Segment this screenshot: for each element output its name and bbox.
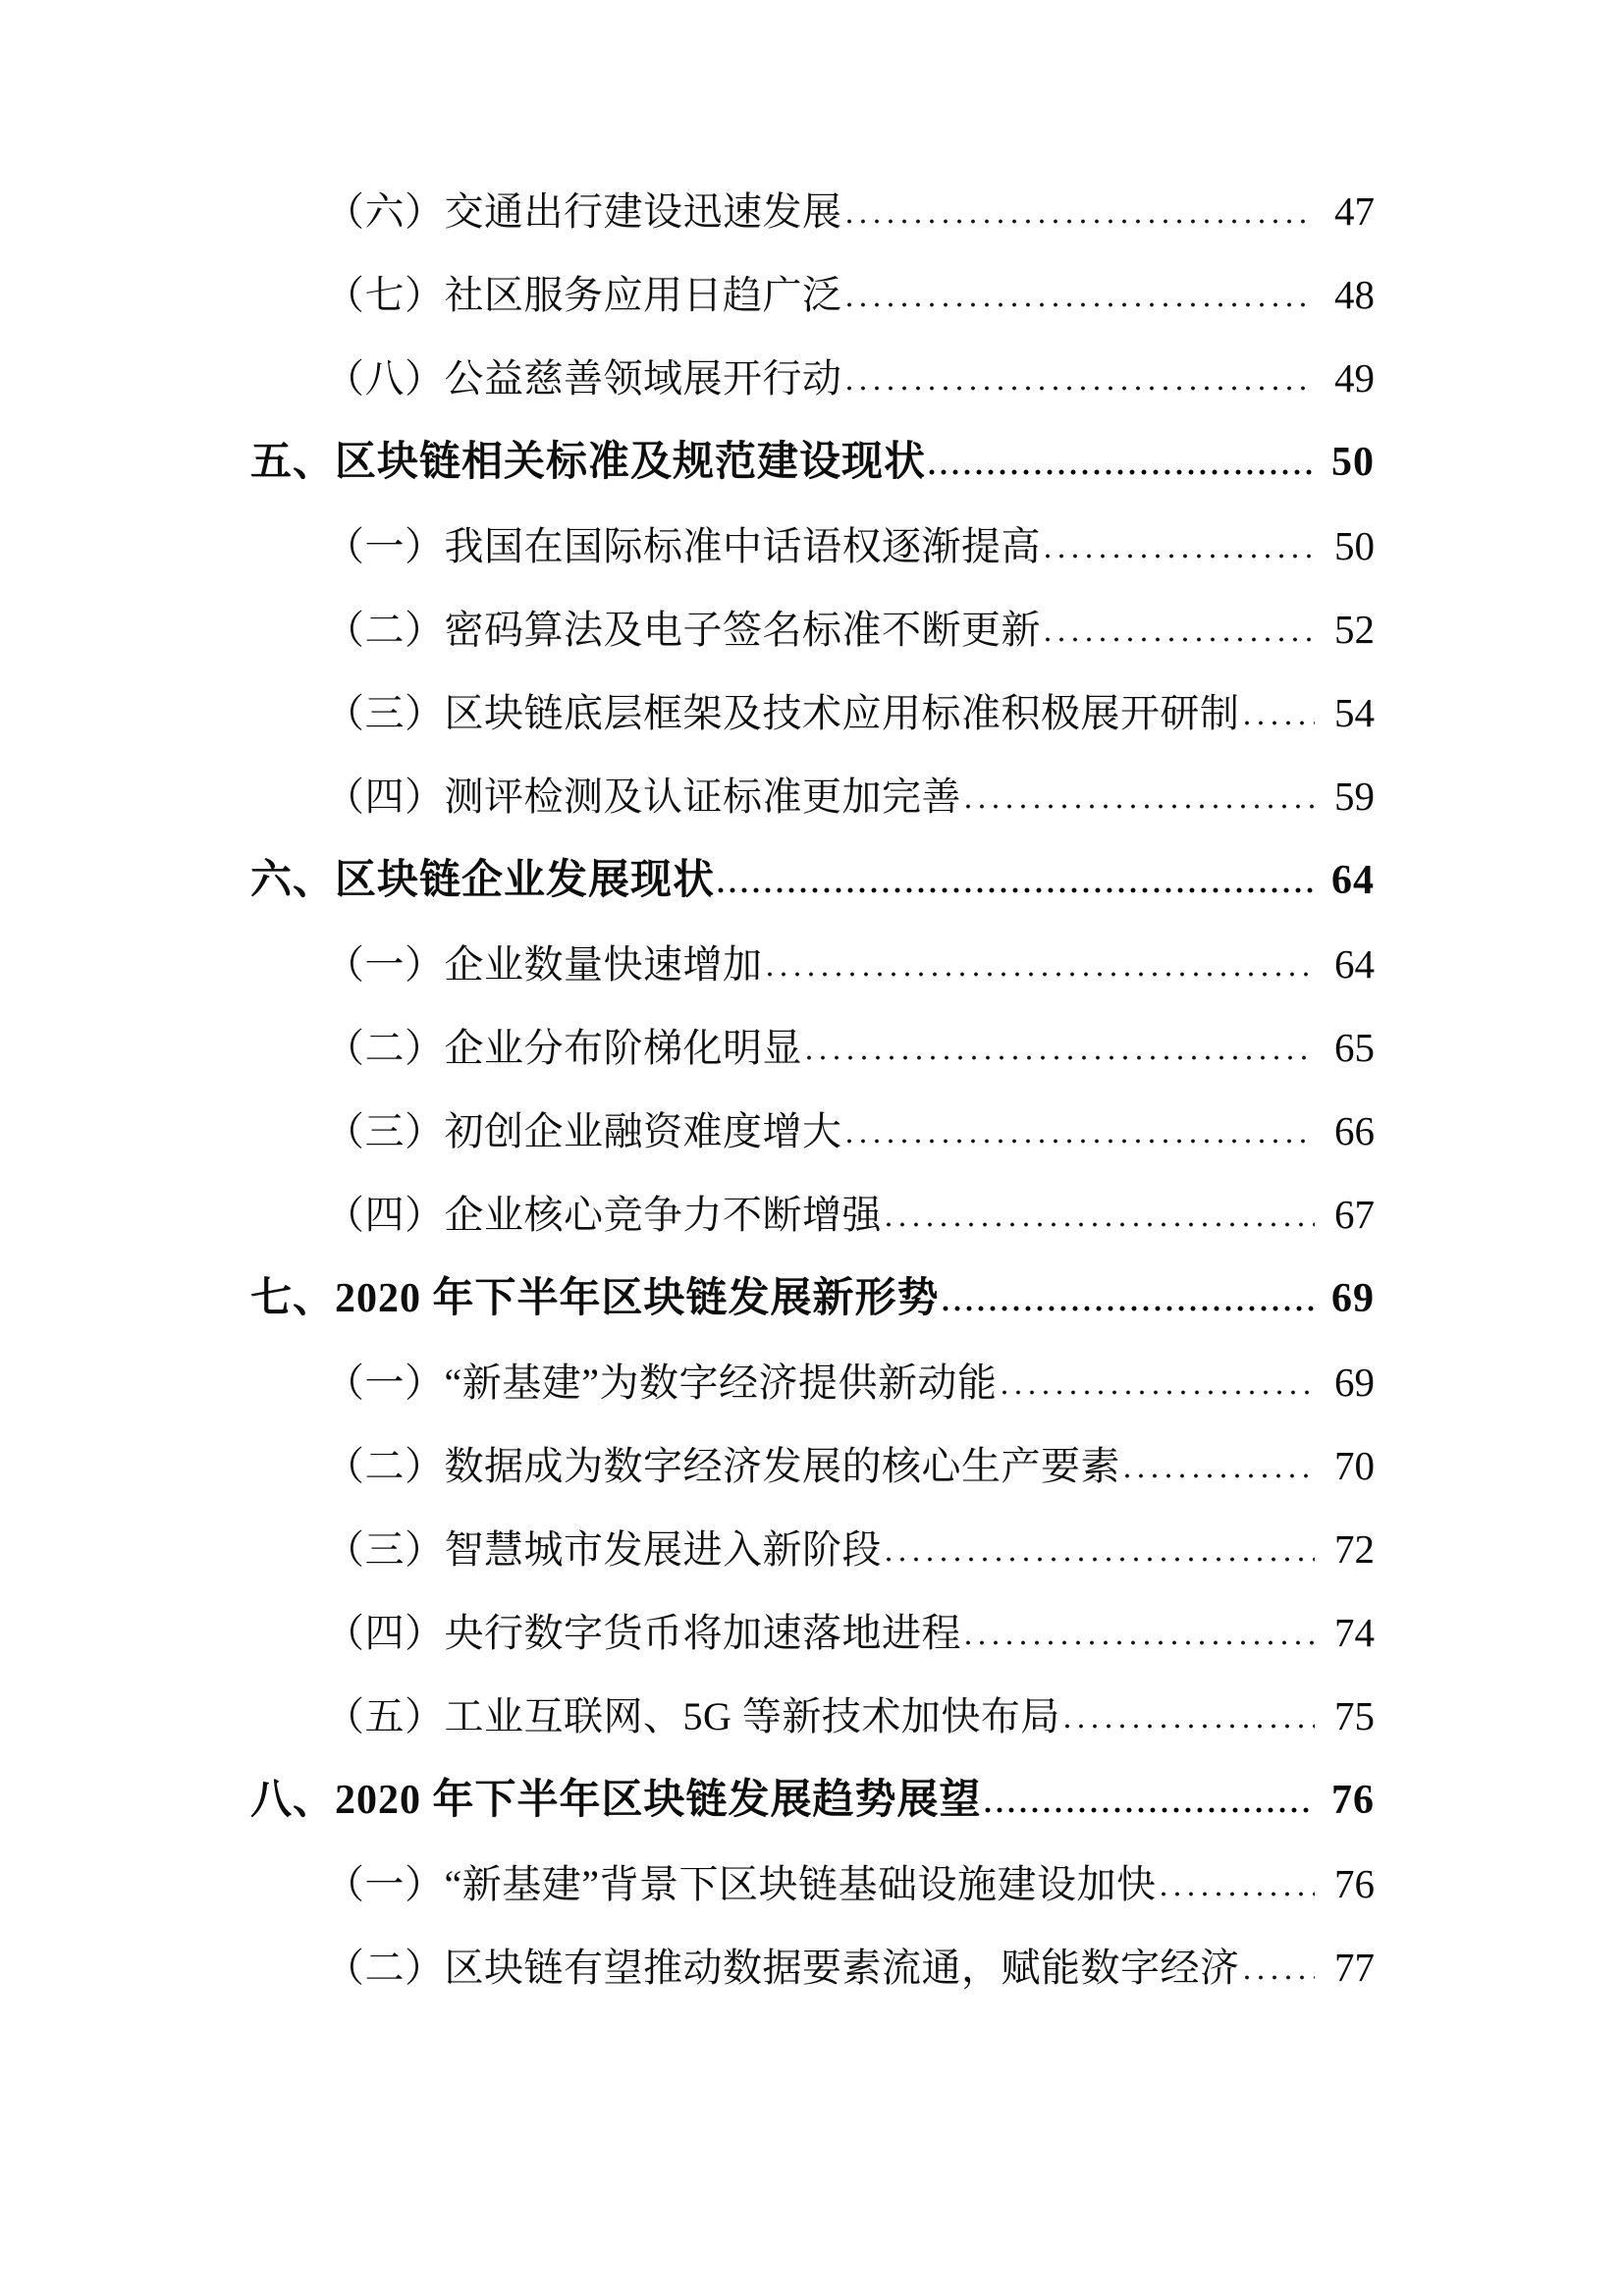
toc-entry-label: 七、2020 年下半年区块链发展新形势 [250,1276,940,1321]
toc-entry-page-number: 75 [1334,1693,1375,1738]
toc-entry-label: （八）公益慈善领域展开行动 [325,356,842,400]
toc-leader-dots [842,1112,1316,1151]
toc-leader-dots [882,1196,1315,1235]
toc-entry-label: （七）社区服务应用日趋广泛 [325,273,842,317]
toc-leader-dots [982,1782,1315,1821]
toc-entry-page-number: 54 [1334,690,1375,735]
toc-leader-dots [1240,1949,1316,1988]
toc-leader-dots [1041,611,1315,650]
toc-entry-label: （三）初创企业融资难度增大 [325,1109,842,1153]
toc-entry-page-number: 77 [1334,1945,1375,1990]
toc-entry-label: （二）密码算法及电子签名标准不断更新 [325,608,1041,652]
toc-entry-page-number: 72 [1334,1526,1375,1572]
toc-entry[interactable] [250,1861,1375,1906]
toc-entry[interactable] [250,442,1375,483]
toc-entry[interactable] [250,776,1375,817]
toc-entry-label: 五、区块链相关标准及规范建设现状 [250,440,927,485]
toc-leader-dots [961,1614,1315,1653]
toc-entry[interactable] [250,1278,1375,1319]
toc-leader-dots [1041,527,1315,566]
toc-entry-page-number: 65 [1334,1025,1375,1070]
toc-list [250,188,1375,1990]
toc-entry[interactable] [250,188,1375,234]
toc-entry[interactable] [250,1025,1375,1070]
toc-entry-label: （二）数据成为数字经济发展的核心生产要素 [325,1444,1120,1488]
toc-entry[interactable] [250,523,1375,568]
toc-entry[interactable] [250,1108,1375,1153]
toc-entry[interactable] [250,1693,1375,1738]
toc-entry[interactable] [250,1780,1375,1821]
toc-entry-label: （一）“新基建”为数字经济提供新动能 [325,1361,998,1405]
toc-entry[interactable] [250,1610,1375,1655]
toc-entry-label: （六）交通出行建设迅速发展 [325,189,842,234]
toc-leader-dots [763,945,1316,985]
toc-entry-label: （二）区块链有望推动数据要素流通，赋能数字经济 [325,1946,1240,1990]
toc-entry[interactable] [250,355,1375,400]
toc-entry-label: 八、2020 年下半年区块链发展趋势展望 [250,1778,982,1823]
toc-entry-page-number: 47 [1334,188,1375,234]
toc-entry-page-number: 50 [1331,440,1375,485]
toc-entry-label: （四）企业核心竞争力不断增强 [325,1193,882,1237]
toc-entry-page-number: 66 [1334,1108,1375,1153]
toc-entry-label: （一）企业数量快速增加 [325,942,763,987]
toc-leader-dots [882,1530,1315,1570]
toc-entry[interactable] [250,1192,1375,1237]
toc-entry-page-number: 76 [1331,1778,1375,1823]
toc-entry-label: （二）企业分布阶梯化明显 [325,1026,802,1070]
toc-entry-page-number: 64 [1331,858,1375,903]
toc-leader-dots [998,1363,1315,1403]
toc-entry-label: （一）“新基建”背景下区块链基础设施建设加快 [325,1862,1157,1906]
toc-leader-dots [1240,694,1316,733]
toc-entry[interactable] [250,607,1375,652]
toc-entry[interactable] [250,1362,1375,1403]
toc-entry-page-number: 76 [1334,1861,1375,1906]
toc-leader-dots [1157,1865,1315,1904]
toc-leader-dots [842,359,1316,399]
toc-entry-page-number: 64 [1334,941,1375,987]
toc-entry-label: （四）央行数字货币将加速落地进程 [325,1611,961,1655]
toc-leader-dots [1120,1447,1315,1486]
toc-entry-label: （三）智慧城市发展进入新阶段 [325,1527,882,1572]
toc-entry[interactable] [250,1443,1375,1488]
toc-entry-page-number: 50 [1334,523,1375,568]
toc-entry[interactable] [250,690,1375,735]
toc-entry-page-number: 67 [1334,1192,1375,1237]
toc-entry[interactable] [250,1945,1375,1990]
toc-entry-page-number: 74 [1334,1610,1375,1655]
toc-leader-dots [842,192,1316,232]
toc-leader-dots [940,1280,1315,1319]
toc-leader-dots [1060,1697,1315,1736]
toc-entry-page-number: 52 [1334,607,1375,652]
toc-entry-page-number: 69 [1334,1360,1375,1405]
toc-entry-page-number: 69 [1331,1276,1375,1321]
toc-entry-page-number: 48 [1334,272,1375,317]
toc-entry-label: （四）测评检测及认证标准更加完善 [325,774,961,819]
toc-leader-dots [926,444,1315,483]
toc-entry[interactable] [250,941,1375,987]
toc-leader-dots [842,276,1316,315]
toc-entry-label: （五）工业互联网、5G 等新技术加快布局 [325,1694,1060,1738]
toc-entry[interactable] [250,860,1375,901]
toc-leader-dots [961,777,1315,817]
toc-entry[interactable] [250,1526,1375,1572]
toc-entry-label: 六、区块链企业发展现状 [250,858,716,903]
toc-entry-label: （一）我国在国际标准中话语权逐渐提高 [325,524,1041,568]
toc-leader-dots [715,862,1315,901]
toc-entry-label: （三）区块链底层框架及技术应用标准积极展开研制 [325,691,1240,735]
toc-entry-page-number: 49 [1334,355,1375,400]
toc-leader-dots [802,1029,1315,1068]
toc-entry[interactable] [250,272,1375,317]
toc-entry-page-number: 70 [1334,1443,1375,1488]
toc-entry-page-number: 59 [1334,774,1375,819]
